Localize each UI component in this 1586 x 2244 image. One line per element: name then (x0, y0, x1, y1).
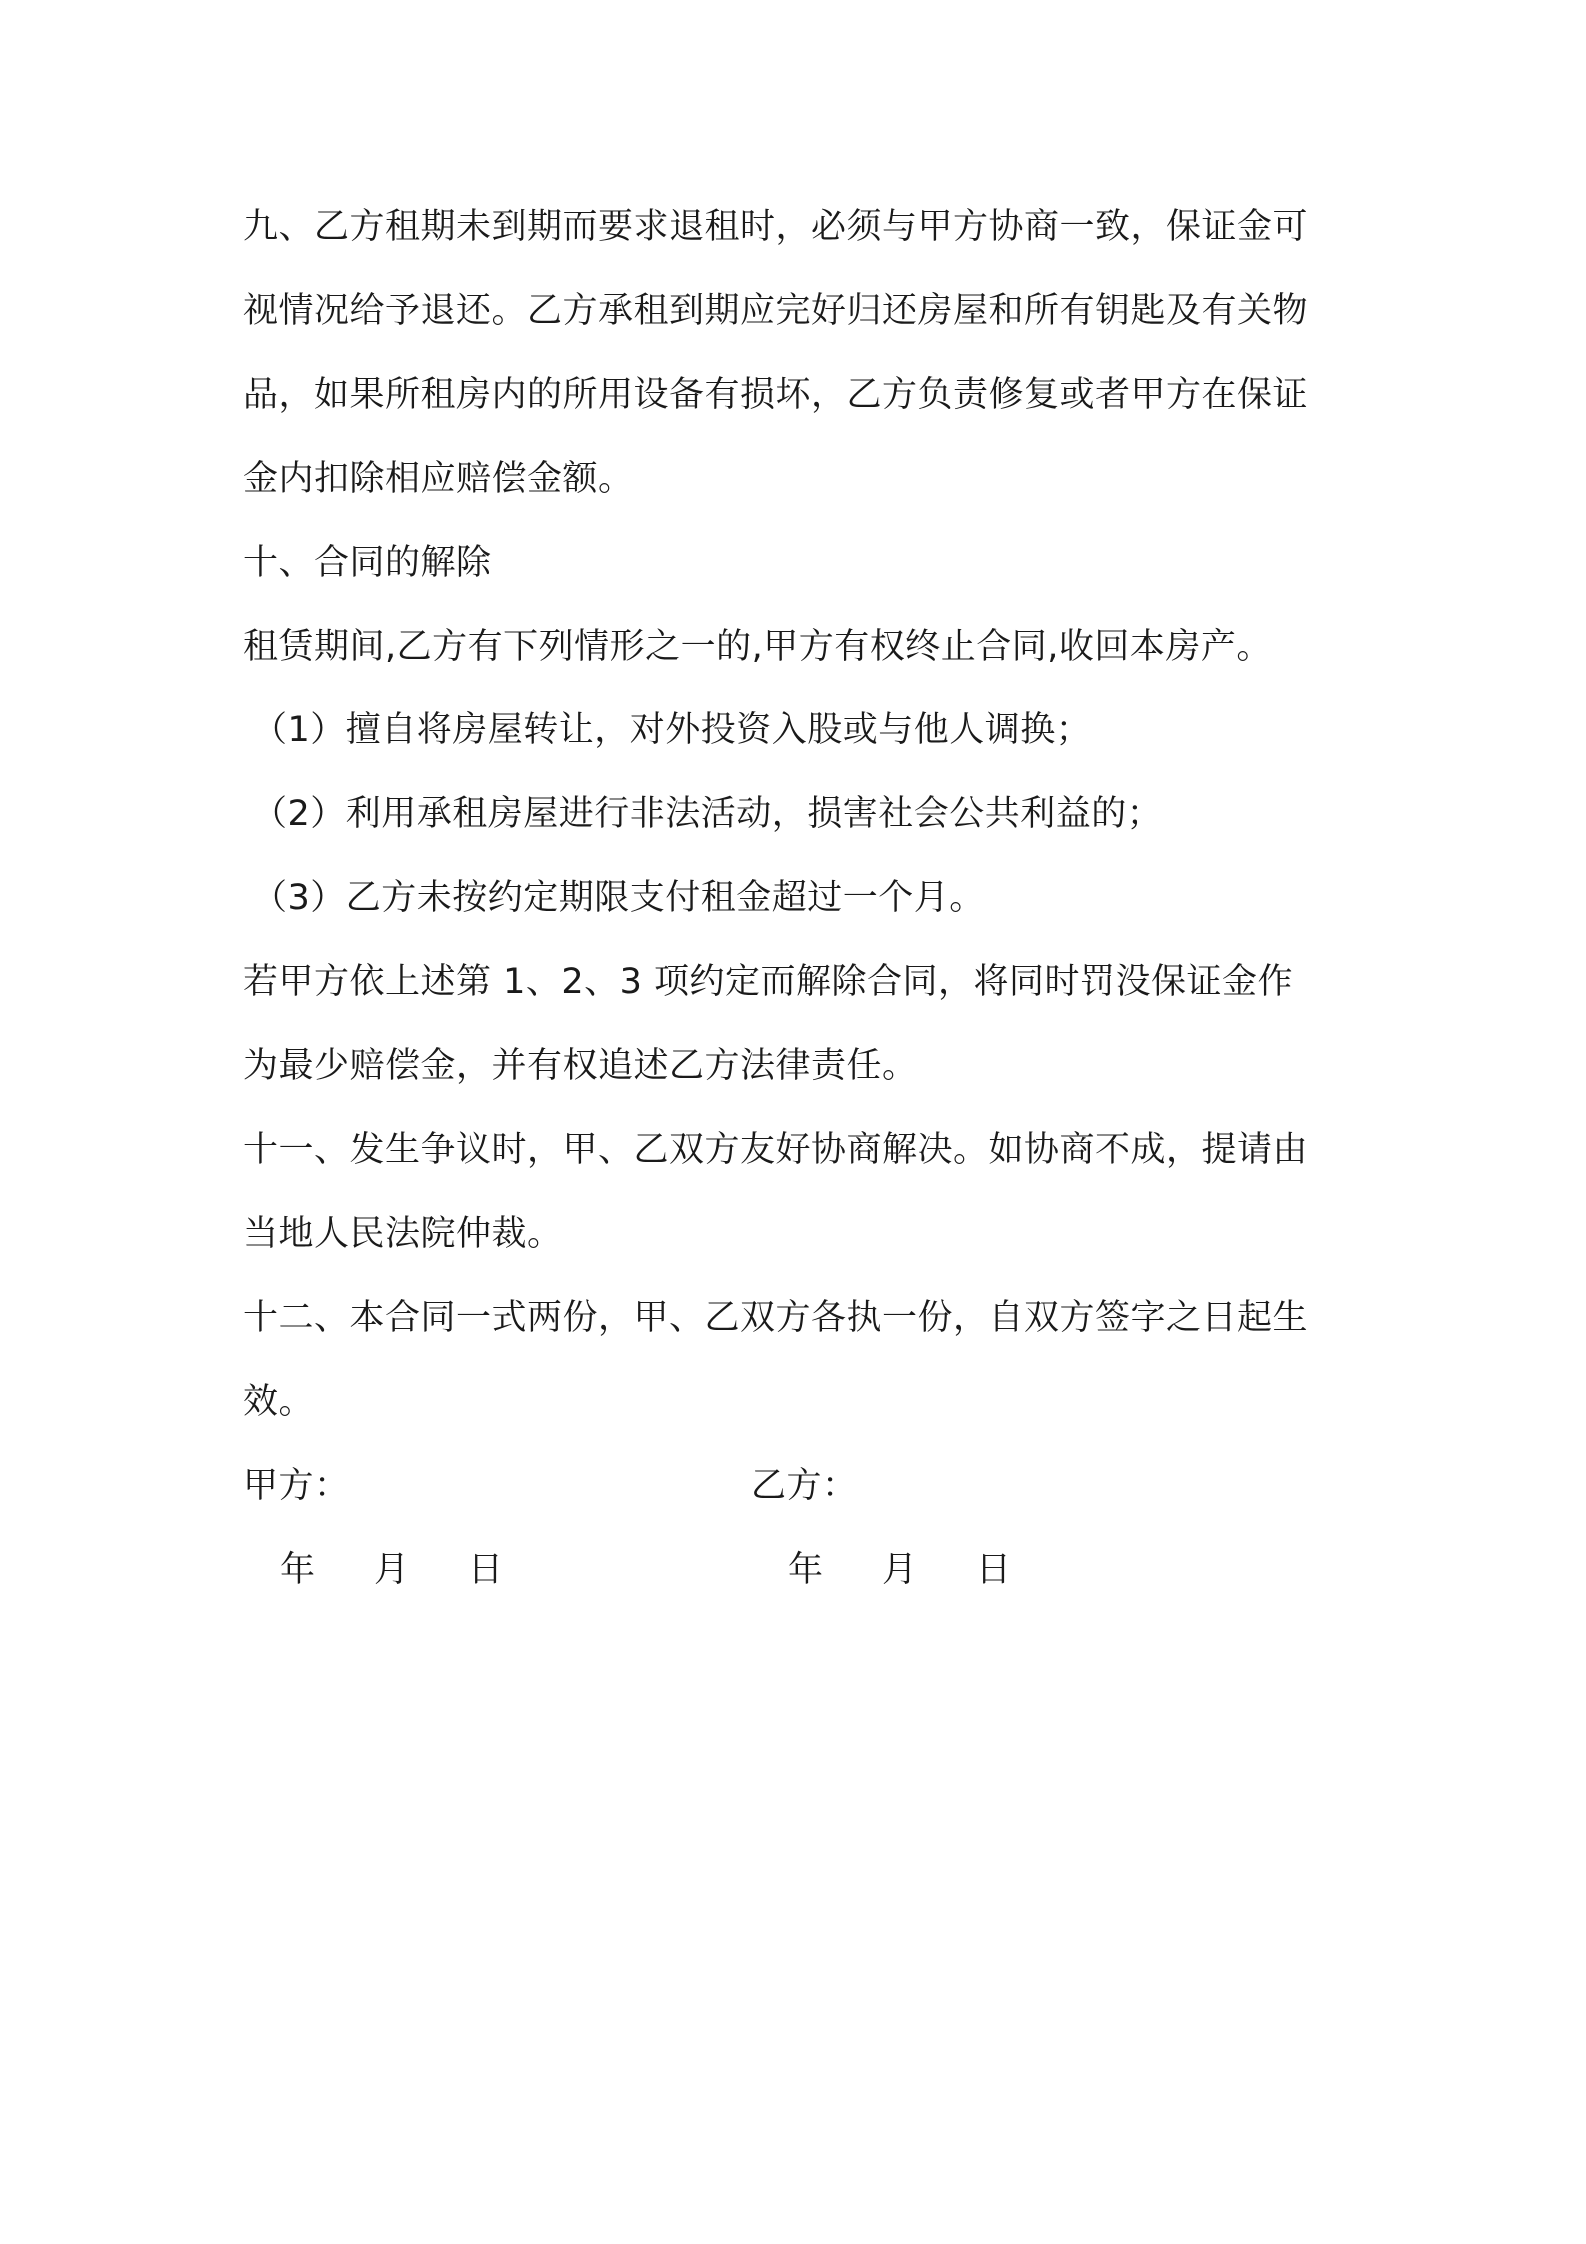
clause-ten-closing-line-1: 若甲方依上述第 1、2、3 项约定而解除合同，将同时罚没保证金作 (243, 962, 1294, 1002)
clause-ten-closing-line-2: 为最少赔偿金，并有权追述乙方法律责任。 (243, 1046, 918, 1086)
clause-twelve-line-2: 效。 (243, 1382, 315, 1422)
clause-ten-item-2: （2）利用承租房屋进行非法活动，损害社会公共利益的； (252, 794, 1163, 834)
clause-ten-heading: 十、合同的解除 (243, 543, 492, 583)
clause-eleven-line-2: 当地人民法院仲裁。 (243, 1214, 563, 1254)
clause-nine-line-4: 金内扣除相应赔偿金额。 (243, 459, 634, 499)
clause-ten-intro: 租赁期间,乙方有下列情形之一的,甲方有权终止合同,收回本房产。 (243, 627, 1272, 667)
party-b-date-year: 年 (788, 1550, 824, 1590)
clause-nine-line-3: 品，如果所租房内的所用设备有损坏，乙方负责修复或者甲方在保证 (243, 375, 1309, 415)
party-a-date-year: 年 (280, 1550, 316, 1590)
clause-ten-item-3: （3）乙方未按约定期限支付租金超过一个月。 (252, 878, 985, 918)
clause-twelve-line-1: 十二、本合同一式两份，甲、乙双方各执一份，自双方签字之日起生 (243, 1298, 1309, 1338)
party-b-date-month: 月 (882, 1550, 918, 1590)
clause-ten-item-1: （1）擅自将房屋转让，对外投资入股或与他人调换； (252, 710, 1092, 750)
clause-nine-line-2: 视情况给予退还。乙方承租到期应完好归还房屋和所有钥匙及有关物 (243, 291, 1309, 331)
party-a-date-month: 月 (374, 1550, 410, 1590)
clause-eleven-line-1: 十一、发生争议时，甲、乙双方友好协商解决。如协商不成，提请由 (243, 1130, 1309, 1170)
party-b-label: 乙方： (751, 1466, 858, 1506)
party-a-label: 甲方： (243, 1466, 350, 1506)
party-a-date-day: 日 (468, 1550, 504, 1590)
clause-nine-line-1: 九、乙方租期未到期而要求退租时，必须与甲方协商一致，保证金可 (243, 207, 1309, 247)
party-b-date-day: 日 (976, 1550, 1012, 1590)
